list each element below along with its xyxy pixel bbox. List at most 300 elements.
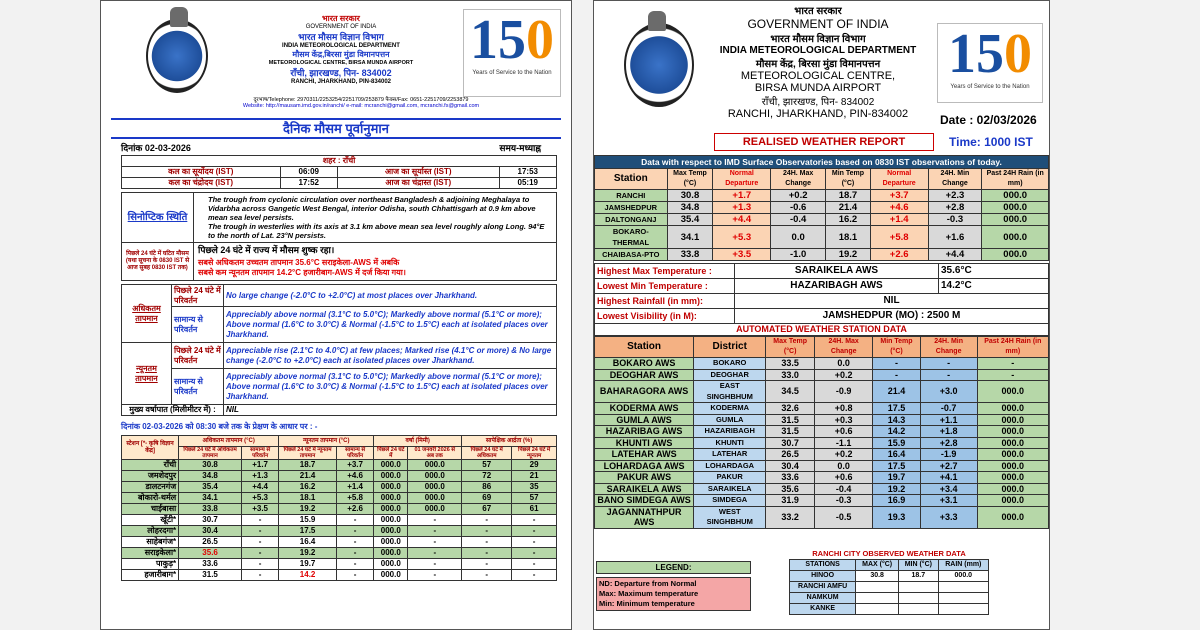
column-header: 24H. Min Change [920,337,977,358]
table-cell [938,604,988,615]
anniversary-150-logo: 150 Years of Service to the Nation [937,23,1043,103]
table-row [122,548,557,559]
table-cell: 67 [462,504,512,515]
table-row [122,460,557,471]
table-cell: 19.2 [279,548,337,559]
table-cell: - [408,537,462,548]
right-header: भारत सरकार GOVERNMENT OF INDIA भारत मौसम विज्ञान विभाग INDIA METEOROLOGICAL DEPARTMENT मौसम केंद्र, बिरसा मुंडा विमानपत्तन METEOROLOGICAL CENTRE, BIRSA MUNDA AIRPORT राँची, झारखण्ड, पिन- 834002 RANCHI, JHARKHAND, PIN-834002 150 Years of Service to the Nation Date : 02/03/2026 [594,1,1049,133]
surface-table: Data with respect to IMD Surface Observatories based on 0830 IST observations of today. Station Max Temp (°C) Normal Departure 24H. Max Change Min Temp (°C) Normal Departure 24H. Min Change Past 24H Rain (in mm) RANCHI 30.8 +1.7 +0.2 18.7 +3.7 +2.3 000.0 JAMSHEDPUR 34.8 +1.3 -0.6 21.4 +4.6 +2.8 000.0 DALTONGANJ 35.4 +4.4 -0.4 16.2 +1.4 -0.3 000.0 BOKARO-THERMAL 34.1 +5.3 0.0 18.1 +5.8 +1.6 000.0 CHAIBASA-PTO 33.8 +3.5 -1.0 19.2 +2.6 +4.4 000.0 [594,155,1049,261]
column-header: MAX (°C) [856,560,899,571]
table-cell: - [408,526,462,537]
table-cell: - [512,570,557,581]
table-cell: - [408,515,462,526]
table-cell: - [462,570,512,581]
station-cell: डालटनगंज [122,482,179,493]
table-row [790,582,989,593]
station-cell: बोकारो-थर्मल [122,493,179,504]
past24-min: सबसे कम न्यूनतम तापमान 14.2°C हजारीबाग-AWS में दर्ज किया गया। [198,268,406,277]
sun-table: शहर : राँची कल का सूर्योदय (IST) 06:09 आज का सूर्यास्त (IST) 17:53 कल का चंद्रोदय (IST) 17:52 आज का चंद्रास्त (IST) 05:19 [121,155,557,189]
table-cell: 57 [462,460,512,471]
past24-label: पिछले 24 घंटे में घटित मौसम (यथा सूचना के 0830 IST से आज सुबह 0830 IST तक) [122,243,194,281]
report-time: Time: 1000 IST [949,135,1033,149]
table-cell: 16.9 [873,495,920,507]
table-cell: 21.4 [279,471,337,482]
time-label: समय-मध्याह्न [499,143,541,153]
table-cell: PAKUR [694,472,766,484]
table-cell: 34.8 [667,202,713,214]
table-cell: -0.3 [928,214,982,226]
summary-place: SARAIKELA AWS [735,264,939,279]
table-cell: 17.5 [873,460,920,472]
column-header: RAIN (mm) [938,560,988,571]
table-cell: -0.7 [920,403,977,415]
table-cell: 000.0 [977,449,1048,461]
table-cell: 16.2 [826,214,871,226]
table-cell: CHAIBASA-PTO [595,249,668,261]
table-cell: BANO SIMDEGA AWS [595,495,694,507]
table-row [122,559,557,570]
table-cell [899,593,939,604]
station-cell: चाईबासा [122,504,179,515]
table-cell: 33.2 [766,506,815,528]
table-cell: -1.1 [815,437,873,449]
table-cell: GUMLA [694,414,766,426]
table-cell: 000.0 [977,414,1048,426]
table-cell: +4.6 [870,202,928,214]
table-cell: 14.3 [873,414,920,426]
summary-label: Lowest Visibility (in M): [595,309,735,324]
temp-change-table: अधिकतम तापमान पिछले 24 घंटे में परिवर्तन No large change (-2.0°C to +2.0°C) at most places over Jharkhand. सामान्य से परिवर्तन Appreciably above normal (3.1°C to 5.0°C); Markedly above normal (5.1°C or more); Above normal (1.6°C to 3.0°C) & Normal (-1.5°C to 1.5°C) each at isolated places over Jharkhand. न्यूनतम तापमान पिछले 24 घंटे में परिवर्तन Appreciable rise (2.1°C to 4.0°C) at few places; Marked rise (4.1°C or more) & No large change (-2.0°C to +2.0°C) each at isolated places over Jharkhand. सामान्य से परिवर्तन Appreciably above normal (3.1°C to 5.0°C); Markedly above normal (5.1°C or more); Above normal (1.6°C to 3.0°C) & Normal (-1.5°C to 1.5°C) each at isolated places over Jharkhand. मुख्य वर्षापात (मिलीमीटर में) : NIL [121,284,557,416]
table-cell: KHUNTI [694,437,766,449]
table-cell: +5.8 [870,226,928,249]
table-cell: 35.4 [667,214,713,226]
column-header: Min Temp (°C) [826,169,871,190]
table-cell: - [408,570,462,581]
table-cell: +1.3 [242,471,279,482]
column-header: Max Temp (°C) [766,337,815,358]
table-cell: WEST SINGHBHUM [694,506,766,528]
table-cell: 34.8 [179,471,242,482]
table-cell: 000.0 [408,482,462,493]
table-cell: - [512,526,557,537]
table-cell: - [242,515,279,526]
table-cell: 18.7 [826,190,871,202]
table-row [122,570,557,581]
table-cell: 000.0 [977,437,1048,449]
report-title: REALISED WEATHER REPORT [714,133,934,151]
table-cell: 19.3 [873,506,920,528]
table-cell: 000.0 [408,471,462,482]
table-cell: 18.7 [899,571,939,582]
table-row [595,264,1049,279]
column-header: Normal Departure [870,169,928,190]
table-cell: RANCHI AMFU [790,582,856,593]
table-cell: 000.0 [374,493,408,504]
table-cell: +1.1 [920,414,977,426]
table-cell: - [336,559,373,570]
table-cell: +0.2 [771,190,826,202]
table-row [595,437,1049,449]
table-cell: 000.0 [938,571,988,582]
table-row [122,504,557,515]
report-date: Date : 02/03/2026 [940,113,1037,127]
table-cell: +2.8 [920,437,977,449]
column-header: Station [595,337,694,358]
table-cell: - [512,515,557,526]
table-cell: DEOGHAR [694,369,766,381]
table-cell: - [873,369,920,381]
table-cell: SIMDEGA [694,495,766,507]
table-row [595,294,1049,309]
table-cell: 21 [512,471,557,482]
table-cell: +1.7 [713,190,771,202]
table-cell: 86 [462,482,512,493]
table-cell: - [462,515,512,526]
table-row [122,526,557,537]
table-cell: +3.1 [920,495,977,507]
table-row [595,426,1049,438]
table-cell: 34.5 [766,381,815,403]
table-cell: 0.0 [815,358,873,370]
table-cell: - [512,537,557,548]
column-header: Station [595,169,668,190]
table-cell: +3.5 [242,504,279,515]
table-cell: - [408,559,462,570]
table-cell: 61 [512,504,557,515]
summary-value: 35.6°C [939,264,1049,279]
table-cell: +1.3 [713,202,771,214]
table-cell: 000.0 [982,214,1049,226]
table-cell: 000.0 [374,460,408,471]
left-header [101,1,571,116]
table-cell: 17.5 [279,526,337,537]
table-cell: 000.0 [374,570,408,581]
table-cell: 19.2 [826,249,871,261]
legend-title: LEGEND: [596,561,751,574]
table-cell: 000.0 [977,381,1048,403]
table-row [595,495,1049,507]
table-cell: 000.0 [374,537,408,548]
table-row [595,309,1049,324]
table-cell [856,593,899,604]
table-cell: 0.0 [815,460,873,472]
table-cell: - [920,358,977,370]
aws-table [594,336,1049,529]
table-cell: +2.6 [870,249,928,261]
table-cell: +3.4 [920,483,977,495]
table-cell: 000.0 [374,504,408,515]
table-cell: 30.4 [766,460,815,472]
table-cell: +1.8 [920,426,977,438]
table-cell: 69 [462,493,512,504]
table-cell: LOHARDAGA [694,460,766,472]
table-cell: 31.5 [766,426,815,438]
table-cell: 29 [512,460,557,471]
table-cell: DEOGHAR AWS [595,369,694,381]
table-cell: DALTONGANJ [595,214,668,226]
summary-place: NIL [735,294,1049,309]
table-cell: +3.3 [920,506,977,528]
table-cell: 31.9 [766,495,815,507]
website-line[interactable]: Website: http://mausam.imd.gov.in/ranchi/ e-mail: mcranchi@gmail.com, mcranchi.fs@gmail.com [242,103,480,109]
station-cell: खूँटी* [122,515,179,526]
table-row [595,414,1049,426]
table-cell: KHUNTI AWS [595,437,694,449]
table-cell: +4.4 [928,249,982,261]
table-cell [938,582,988,593]
table-cell [856,604,899,615]
table-cell: - [408,548,462,559]
table-cell: 33.5 [766,358,815,370]
column-header: 24H. Max Change [815,337,873,358]
column-header: Max Temp (°C) [667,169,713,190]
table-cell: 000.0 [982,190,1049,202]
table-cell: 34.1 [179,493,242,504]
table-row [122,471,557,482]
table-cell: -0.4 [815,483,873,495]
table-cell: +4.6 [336,471,373,482]
table-cell: +2.8 [928,202,982,214]
anniversary-150-logo: 150 Years of Service to the Nation [463,9,561,97]
station-cell: हजारीबाग* [122,570,179,581]
synoptic-label: सिनोप्टिक स्थिति [122,193,194,243]
table-cell [899,582,939,593]
column-header: District [694,337,766,358]
table-cell: +1.4 [870,214,928,226]
table-cell: 19.7 [279,559,337,570]
table-row [122,537,557,548]
table-cell: 000.0 [374,471,408,482]
table-cell: 19.2 [279,504,337,515]
table-row [595,214,1049,226]
table-cell: +0.8 [815,403,873,415]
table-cell: JAGANNATHPUR AWS [595,506,694,528]
table-cell: - [462,526,512,537]
table-row [790,604,989,615]
table-row [595,249,1049,261]
table-row [790,593,989,604]
city: RANCHI, JHARKHAND, PIN-834002 [290,79,392,85]
table-cell: - [336,515,373,526]
table-cell: RANCHI [595,190,668,202]
table-cell: LATEHAR AWS [595,449,694,461]
obs-label: दिनांक 02-03-2026 को 08:30 बजे तक के प्रेक्षण के आधार पर : - [121,422,318,431]
table-cell: +2.7 [920,460,977,472]
table-cell: - [336,537,373,548]
phone-line: दूरभाष/Telephone: 29703​11/2253254/2251709/253879 फैक्स/Fax: 0651-2251709/2253879 [253,97,469,103]
table-cell: 34.1 [667,226,713,249]
table-cell: -1.0 [771,249,826,261]
imd-hindi: भारत मौसम विज्ञान विभाग [298,32,384,42]
table-cell: 26.5 [179,537,242,548]
table-cell: LATEHAR [694,449,766,461]
table-cell: 000.0 [982,249,1049,261]
centre-hindi: मौसम केंद्र,बिरसा मुंडा विमानपत्तन [292,50,390,59]
table-cell: - [462,559,512,570]
column-header: Min Temp (°C) [873,337,920,358]
centre: METEOROLOGICAL CENTRE, BIRSA MUNDA AIRPORT [268,60,414,66]
hindi-forecast-document [100,0,572,630]
city-data: RANCHI CITY OBSERVED WEATHER DATA STATIONS MAX (°C) MIN (°C) RAIN (mm) HINOO 30.8 18.7 000.0 RANCHI AMFU NAMKUM KANKE [789,548,989,615]
table-cell: 33.6 [766,472,815,484]
table-cell: 30.8 [856,571,899,582]
table-cell: HAZARIBAG AWS [595,426,694,438]
table-cell: +0.2 [815,369,873,381]
table-row [595,226,1049,249]
table-row [595,403,1049,415]
table-cell: 000.0 [374,515,408,526]
table-cell: EAST SINGHBHUM [694,381,766,403]
past24-max: सबसे अधिकतम उच्चतम तापमान 35.6°C सराइकेला-AWS में अबकि [198,258,400,267]
table-cell: -0.4 [771,214,826,226]
synoptic-2: The trough in westerlies with its axis at 3.1 km above mean sea level roughly along Long. 94°E to the north of Lat. 23°N persists. [208,222,545,240]
table-cell: 000.0 [977,426,1048,438]
table-row [595,472,1049,484]
table-row [122,482,557,493]
table-cell: 35.4 [179,482,242,493]
legend-box: LEGEND: ND: Departure from Normal Max: Maximum temperature Min: Minimum temperature [596,561,751,611]
table-cell: +2.6 [336,504,373,515]
station-cell: साहेबगंज* [122,537,179,548]
table-cell: SARAIKELA [694,483,766,495]
table-row [595,369,1049,381]
table-cell: 19.7 [873,472,920,484]
station-cell: लोहरदगा* [122,526,179,537]
table-cell: LOHARDAGA AWS [595,460,694,472]
table-cell: - [336,526,373,537]
table-row [595,449,1049,461]
table-cell: +3.7 [336,460,373,471]
table-cell: +1.4 [336,482,373,493]
past24-text: पिछले 24 घंटे में राज्य में मौसम शुष्क रहा। [198,245,335,255]
table-cell: 000.0 [374,482,408,493]
summary-label: Highest Max Temperature : [595,264,735,279]
station-cell: राँची [122,460,179,471]
table-cell: - [873,358,920,370]
table-cell: 72 [462,471,512,482]
table-cell: +0.6 [815,426,873,438]
table-cell: -0.9 [815,381,873,403]
table-cell: +3.0 [920,381,977,403]
station-cell: जमशेदपुर [122,471,179,482]
table-cell: 30.8 [179,460,242,471]
table-cell: +4.4 [242,482,279,493]
table-cell: +5.3 [242,493,279,504]
table-cell: +3.7 [870,190,928,202]
imd-emblem-icon [146,19,208,93]
synoptic-table [121,192,557,281]
table-cell: PAKUR AWS [595,472,694,484]
table-cell: - [242,537,279,548]
table-cell: +0.2 [815,449,873,461]
table-cell: - [462,537,512,548]
table-cell: 33.8 [179,504,242,515]
table-cell: -1.9 [920,449,977,461]
table-cell: HINOO [790,571,856,582]
table-cell: 30.7 [179,515,242,526]
table-cell: +5.8 [336,493,373,504]
table-cell: 32.6 [766,403,815,415]
table-cell: 16.4 [279,537,337,548]
table-row [595,202,1049,214]
summary-table [594,263,1049,324]
table-row [595,460,1049,472]
table-cell: +4.4 [713,214,771,226]
table-cell: - [242,548,279,559]
table-cell: - [977,369,1048,381]
imd: INDIA METEOROLOGICAL DEPARTMENT [282,43,400,49]
table-cell: - [242,559,279,570]
table-cell: 21.4 [826,202,871,214]
table-cell: 26.5 [766,449,815,461]
table-cell: +0.3 [815,414,873,426]
column-header: Past 24H Rain (in mm) [977,337,1048,358]
table-cell: +5.3 [713,226,771,249]
table-cell: +3.5 [713,249,771,261]
table-cell: 35.6 [766,483,815,495]
table-cell: -0.5 [815,506,873,528]
aws-title: AUTOMATED WEATHER STATION DATA [594,324,1049,336]
city-label: शहर : राँची [122,156,557,167]
column-header: Normal Departure [713,169,771,190]
table-cell: 000.0 [982,202,1049,214]
table-cell: KODERMA [694,403,766,415]
table-cell: 31.5 [766,414,815,426]
column-header: Past 24H Rain (in mm) [982,169,1049,190]
table-cell: 33.8 [667,249,713,261]
forecast-title: दैनिक मौसम पूर्वानुमान [111,118,561,139]
table-cell: 31.5 [179,570,242,581]
summary-place: HAZARIBAGH AWS [735,279,939,294]
table-row [595,279,1049,294]
table-cell: - [512,548,557,559]
table-cell: 35 [512,482,557,493]
table-cell: 000.0 [374,548,408,559]
table-cell: 17.5 [873,403,920,415]
table-cell: 16.4 [873,449,920,461]
table-cell: HAZARIBAGH [694,426,766,438]
table-cell: 000.0 [374,526,408,537]
column-header: STATIONS [790,560,856,571]
table-cell: GUMLA AWS [595,414,694,426]
table-cell: +0.6 [815,472,873,484]
table-cell: - [462,548,512,559]
table-cell: 0.0 [771,226,826,249]
table-cell: -0.3 [815,495,873,507]
table-cell: 18.1 [826,226,871,249]
govt: GOVERNMENT OF INDIA [305,24,377,30]
table-cell: 33.0 [766,369,815,381]
table-cell: NAMKUM [790,593,856,604]
table-cell: 000.0 [977,483,1048,495]
table-cell: 000.0 [977,403,1048,415]
table-cell: 14.2 [873,426,920,438]
column-header: 24H. Max Change [771,169,826,190]
table-cell: SARAIKELA AWS [595,483,694,495]
table-cell: - [920,369,977,381]
summary-label: Lowest Min Temperature : [595,279,735,294]
table-row [122,493,557,504]
table-cell: 30.4 [179,526,242,537]
table-cell [938,593,988,604]
table-cell: - [242,526,279,537]
table-cell: KODERMA AWS [595,403,694,415]
table-cell: 57 [512,493,557,504]
table-cell: 000.0 [977,472,1048,484]
table-cell: BOKARO-THERMAL [595,226,668,249]
table-cell: 000.0 [408,493,462,504]
table-cell: 18.1 [279,493,337,504]
